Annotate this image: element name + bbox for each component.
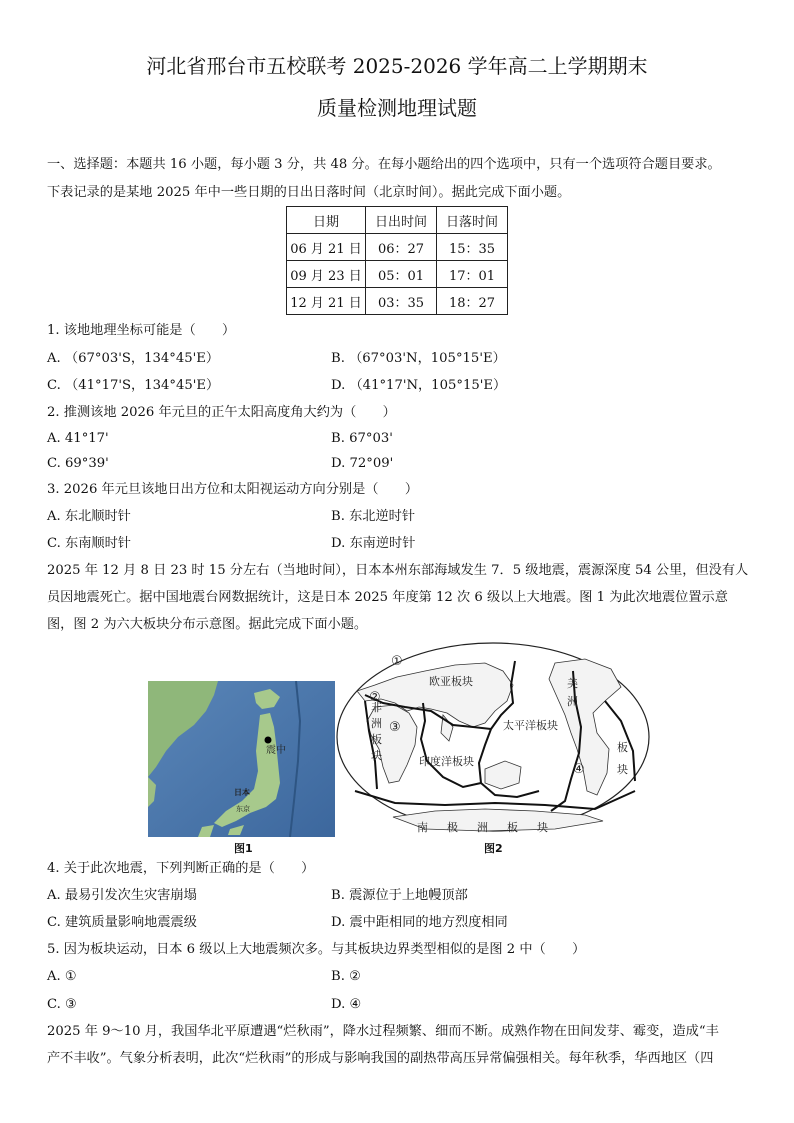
epicenter-dot (265, 737, 272, 744)
marker-2: ② (369, 690, 381, 705)
table-cell: 18：27 (437, 288, 508, 315)
question-2-option-a: A. 41°17' (47, 431, 109, 446)
question-5-option-d: D. ④ (331, 997, 362, 1012)
table-row (287, 234, 508, 261)
question-3-option-a: A. 东北顺时针 (47, 509, 131, 524)
question-group-stem-2-line2: 员因地震死亡。据中国地震台网数据统计，这是日本 2025 年度第 12 次 6 级以上大地震。图 1 为此次地震位置示意 (47, 590, 728, 605)
table-cell: 12 月 21 日 (287, 288, 366, 315)
indian-plate-label: 印度洋板块 (419, 755, 474, 768)
question-group-stem-3-line1: 2025 年 9～10 月，我国华北平原遭遇“烂秋雨”，降水过程频繁、细而不断。成熟作物在田间发芽、霉变，造成“丰 (47, 1024, 719, 1039)
question-group-stem-2-line3: 图，图 2 为六大板块分布示意图。据此完成下面小题。 (47, 617, 368, 632)
antarctic-plate-label-2: 极 (447, 821, 458, 834)
japan-map-graphic (148, 681, 335, 837)
table-cell: 06：27 (366, 234, 437, 261)
marker-1: ① (391, 654, 403, 669)
table-cell: 05：01 (366, 261, 437, 288)
antarctic-plate-label-4: 板 (507, 821, 518, 834)
section-instructions: 一、选择题：本题共 16 小题，每小题 3 分，共 48 分。在每小题给出的四个选项中，只有一个选项符合题目要求。 (47, 157, 721, 172)
question-3-option-c: C. 东南顺时针 (47, 536, 131, 551)
america-plate-label-1: 美 (567, 677, 578, 690)
marker-3: ③ (389, 720, 401, 735)
table-row (287, 288, 508, 315)
plate-label-1: 板 (617, 741, 628, 754)
figure-2-caption: 图2 (484, 842, 503, 855)
question-2-stem: 2. 推测该地 2026 年元旦的正午太阳高度角大约为（ ） (47, 405, 396, 420)
question-4-option-b: B. 震源位于上地幔顶部 (331, 888, 468, 903)
figure-1-japan-map (148, 681, 335, 837)
question-1-option-d: D. （41°17'N，105°15'E） (331, 378, 507, 393)
table-header-cell: 日出时间 (366, 207, 437, 234)
africa-plate-label-2: 洲 (371, 717, 382, 730)
table-row (287, 261, 508, 288)
antarctic-plate-label-5: 块 (537, 821, 548, 834)
marker-4: ④ (573, 762, 585, 777)
antarctic-plate-label-1: 南 (417, 821, 428, 834)
plate-label-2: 块 (617, 763, 628, 776)
question-4-option-a: A. 最易引发次生灾害崩塌 (47, 888, 197, 903)
africa-plate-label-3: 板 (371, 733, 382, 746)
japan-label: 日本 (234, 788, 250, 797)
sunrise-sunset-table (286, 206, 508, 315)
question-1-option-b: B. （67°03'N，105°15'E） (331, 351, 506, 366)
plates-map-graphic (335, 641, 651, 838)
question-4-option-d: D. 震中距相同的地方烈度相同 (331, 915, 508, 930)
tokyo-label: 东京 (236, 805, 250, 813)
question-3-option-b: B. 东北逆时针 (331, 509, 416, 524)
eurasia-plate-label: 欧亚板块 (429, 675, 473, 688)
table-header-cell: 日期 (287, 207, 366, 234)
question-4-option-c: C. 建筑质量影响地震震级 (47, 915, 197, 930)
question-1-option-a: A. （67°03'S，134°45'E） (47, 351, 220, 366)
table-cell: 06 月 21 日 (287, 234, 366, 261)
question-1-option-c: C. （41°17'S，134°45'E） (47, 378, 220, 393)
question-3-stem: 3. 2026 年元旦该地日出方位和太阳视运动方向分别是（ ） (47, 482, 419, 497)
figure-1-caption: 图1 (234, 842, 253, 855)
table-cell: 17：01 (437, 261, 508, 288)
question-5-option-c: C. ③ (47, 997, 77, 1012)
question-5-option-a: A. ① (47, 969, 77, 984)
antarctic-plate-label-3: 洲 (477, 821, 488, 834)
africa-plate-label-4: 块 (371, 749, 382, 762)
question-2-option-d: D. 72°09' (331, 456, 394, 471)
question-group-stem-1: 下表记录的是某地 2025 年中一些日期的日出日落时间（北京时间）。据此完成下面小题。 (47, 185, 571, 200)
africa-plate-label-1: 非 (371, 701, 382, 714)
table-cell: 03：35 (366, 288, 437, 315)
exam-title-line2: 质量检测地理试题 (317, 96, 477, 120)
question-1-stem: 1. 该地地理坐标可能是（ ） (47, 323, 236, 338)
question-5-stem: 5. 因为板块运动，日本 6 级以上大地震频次多。与其板块边界类型相似的是图 2 中（ ） (47, 942, 586, 957)
table-header-cell: 日落时间 (437, 207, 508, 234)
question-2-option-c: C. 69°39' (47, 456, 109, 471)
table-cell: 09 月 23 日 (287, 261, 366, 288)
table-cell: 15：35 (437, 234, 508, 261)
question-4-stem: 4. 关于此次地震，下列判断正确的是（ ） (47, 861, 315, 876)
epicenter-label: 震中 (266, 745, 286, 756)
question-group-stem-2-line1: 2025 年 12 月 8 日 23 时 15 分左右（当地时间），日本本州东部海域发生 7．5 级地震，震源深度 54 公里，但没有人 (47, 563, 749, 578)
table-header-row (287, 207, 508, 234)
pacific-plate-label: 太平洋板块 (503, 719, 558, 732)
figure-2-plates-map (335, 641, 651, 838)
question-2-option-b: B. 67°03' (331, 431, 393, 446)
question-group-stem-3-line2: 产不丰收”。气象分析表明，此次“烂秋雨”的形成与影响我国的副热带高压异常偏强相关。每年秋季，华西地区（四 (47, 1051, 714, 1066)
question-3-option-d: D. 东南逆时针 (331, 536, 416, 551)
america-plate-label-2: 洲 (567, 695, 578, 708)
exam-title-line1: 河北省邢台市五校联考 2025-2026 学年高二上学期期末 (146, 54, 648, 78)
question-5-option-b: B. ② (331, 969, 361, 984)
